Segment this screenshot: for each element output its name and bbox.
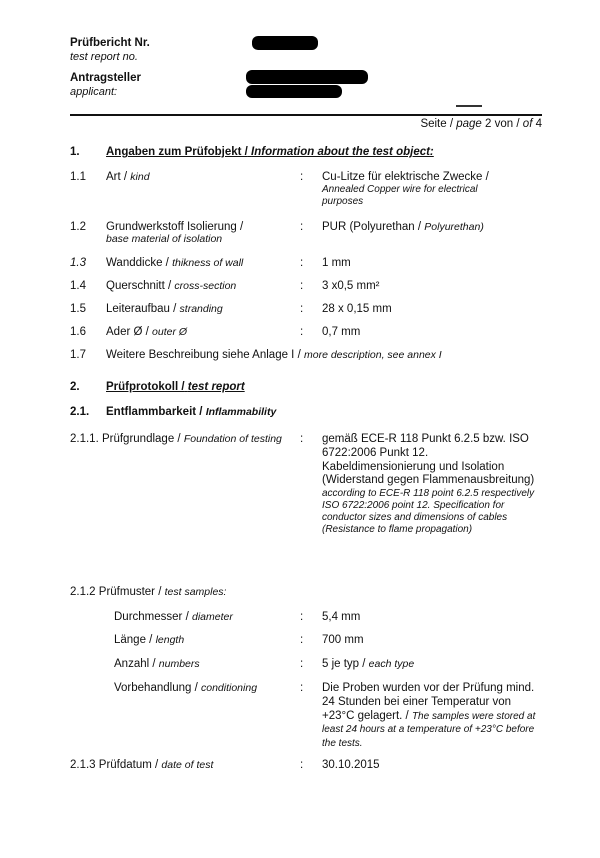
colon: :	[300, 280, 304, 292]
colon: :	[300, 759, 304, 771]
section-2-1-number: 2.1.	[70, 406, 90, 418]
redacted-report-number	[252, 36, 318, 50]
row-number: 1.5	[70, 303, 86, 315]
row-value-material: PUR (Polyurethan / Polyurethan)	[322, 221, 484, 233]
colon: :	[300, 682, 304, 694]
row-value-outer-diameter: 0,7 mm	[322, 326, 361, 338]
row-value-stranding: 28 x 0,15 mm	[322, 303, 392, 315]
section-2-number: 2.	[70, 381, 80, 393]
colon: :	[300, 326, 304, 338]
row-number: 1.4	[70, 280, 86, 292]
sample-label-diameter: Durchmesser / diameter	[114, 611, 233, 623]
header-rule	[70, 114, 542, 116]
colon: :	[300, 433, 304, 445]
row-label-foundation: 2.1.1. Prüfgrundlage / Foundation of testing	[70, 433, 282, 445]
header-mark	[456, 105, 482, 107]
section-1-title: Angaben zum Prüfobjekt / Information about the test object:	[106, 146, 434, 158]
row-label-wall: Wanddicke / thikness of wall	[106, 257, 244, 269]
colon: :	[300, 658, 304, 670]
row-label-stranding: Leiteraufbau / stranding	[106, 303, 223, 315]
section-2-title: Prüfprotokoll / test report	[106, 381, 245, 393]
row-label-material: Grundwerkstoff Isolierung / base material of isolation	[106, 221, 244, 245]
row-number: 1.6	[70, 326, 86, 338]
row-value-foundation: gemäß ECE-R 118 Punkt 6.2.5 bzw. ISO 6722:2006 Punkt 12. Kabeldimensionierung und Isolation (Widerstand gegen Flammenausbreitung) according to ECE-R 118 point 6.2.5 respectively ISO 6722:2006 point 12. Specification for conductor sizes and dimensions of cables (Resistance to flame propagation)	[322, 433, 535, 536]
section-1-number: 1.	[70, 146, 80, 158]
colon: :	[300, 171, 304, 183]
row-label-test-samples: 2.1.2 Prüfmuster / test samples:	[70, 586, 227, 598]
row-number: 1.3	[70, 257, 86, 269]
row-value-kind: Cu-Litze für elektrische Zwecke / Annealed Copper wire for electrical purposes	[322, 171, 489, 207]
sample-value-length: 700 mm	[322, 634, 364, 646]
row-number: 1.2	[70, 221, 86, 233]
report-number-label-en: test report no.	[70, 51, 138, 63]
redacted-applicant-address	[246, 85, 342, 98]
row-number: 1.7	[70, 349, 86, 361]
row-label-kind: Art / kind	[106, 171, 150, 183]
row-label-date-of-test: 2.1.3 Prüfdatum / date of test	[70, 759, 214, 771]
report-number-label: Prüfbericht Nr.	[70, 37, 150, 49]
row-label-cross-section: Querschnitt / cross-section	[106, 280, 237, 292]
page-indicator: Seite / page 2 von / of 4	[420, 118, 542, 130]
redacted-applicant-name	[246, 70, 368, 84]
sample-label-conditioning: Vorbehandlung / conditioning	[114, 682, 258, 694]
colon: :	[300, 257, 304, 269]
applicant-label-en: applicant:	[70, 86, 118, 98]
sample-value-conditioning: Die Proben wurden vor der Prüfung mind. 24 Stunden bei einer Temperatur von +23°C gelagert. / The samples were stored at least 24 hours at a temperature of +23°C before the tests.	[322, 682, 536, 750]
colon: :	[300, 303, 304, 315]
sample-value-diameter: 5,4 mm	[322, 611, 361, 623]
applicant-label: Antragsteller	[70, 72, 141, 84]
section-2-1-title: Entflammbarkeit / Inflammability	[106, 406, 277, 418]
sample-label-numbers: Anzahl / numbers	[114, 658, 200, 670]
row-further-description: Weitere Beschreibung siehe Anlage I / more description, see annex I	[106, 349, 442, 361]
row-number: 1.1	[70, 171, 86, 183]
row-label-outer-diameter: Ader Ø / outer Ø	[106, 326, 188, 338]
colon: :	[300, 634, 304, 646]
colon: :	[300, 221, 304, 233]
row-value-wall: 1 mm	[322, 257, 351, 269]
sample-value-numbers: 5 je typ / each type	[322, 658, 415, 670]
sample-label-length: Länge / length	[114, 634, 185, 646]
colon: :	[300, 611, 304, 623]
row-value-cross-section: 3 x0,5 mm²	[322, 280, 380, 292]
row-value-date-of-test: 30.10.2015	[322, 759, 380, 771]
